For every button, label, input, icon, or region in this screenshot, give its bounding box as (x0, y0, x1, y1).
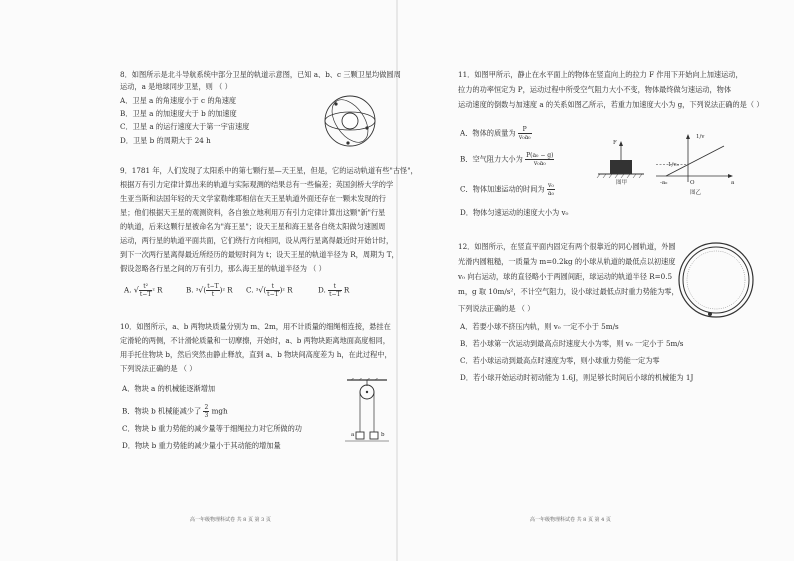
q11-stem-line1: 11．如图甲所示，静止在水平面上的物体在竖直向上的拉力 F 作用下开始向上加速运动， (458, 70, 743, 79)
q9-stem-line1: 9．1781 年，人们发现了太阳系中的第七颗行星—天王星，但是，它的运动轨道有些"古怪"， (120, 166, 418, 175)
q11-graph-figure (654, 132, 734, 184)
q9-option-b: B. ³√( $\frac{t-T}{t}$ )² R (186, 283, 233, 298)
q10-stem-line1: 10．如图所示，a、b 两物块质量分别为 m、2m，用不计质量的细绳相连接，悬挂在 (120, 322, 391, 331)
q10-label-a: a (351, 432, 355, 438)
q9-stem-line5: 的轨道，后来这颗行星被命名为"海王星"；设天王星和海王星各自绕太阳做匀速圆周 (120, 222, 386, 231)
left-footer: 高一年级物理科试卷 共 8 页 第 3 页 (190, 517, 271, 523)
q9-option-d: D. $\frac{t}{t-T}$ R (318, 283, 350, 298)
q12-stem-line5: 下列说法正确的是 （ ） (458, 304, 535, 313)
q9-option-c: C. ³√( $\frac{t}{t-T}$ )² R (246, 283, 293, 298)
q8-option-c: C．卫星 a 的运行速度大于第一宇宙速度 (120, 122, 250, 131)
q11-option-d: D．物体匀速运动的速度大小为 v₀ (460, 208, 569, 217)
q8-stem-line1: 8．如图所示是北斗导航系统中部分卫星的轨道示意图，已知 a、b、c 三颗卫星均做圆周 (120, 70, 401, 79)
q12-stem-line1: 12．如图所示，在竖直平面内固定有两个很靠近的同心圆轨道，外圆 (458, 242, 676, 251)
q8-orbit-figure (322, 93, 378, 149)
q12-ring-figure (676, 240, 756, 320)
q10-option-c: C．物块 b 重力势能的减少量等于细绳拉力对它所做的功 (122, 424, 302, 433)
q10-option-a: A．物块 a 的机械能逐渐增加 (122, 384, 216, 393)
q11-caption-a: 图甲 (616, 180, 628, 186)
q11-block-figure (596, 140, 646, 182)
q9-stem-line7: 到下一次两行星离得最近所经历的最短时间为 t；设天王星的轨道半径为 R，周期为 T， (120, 250, 399, 259)
q9-stem-line3: 生亚当斯和法国年轻的天文学家勒维耶相信在天王星轨道外面还存在一颗未发现的行 (120, 194, 386, 203)
q9-stem-line4: 星；他们根据天王星的观测资料，各自独立地利用万有引力定律计算出这颗"新"行星 (120, 208, 386, 217)
q8-option-b: B．卫星 a 的加速度大于 b 的加速度 (120, 109, 237, 118)
q12-option-b: B．若小球第一次运动到最高点时速度大小为零，则 v₀ 一定小于 5m/s (460, 339, 684, 348)
q12-stem-line4: m，g 取 10m/s²，不计空气阻力，设小球过最低点时重力势能为零， (458, 287, 679, 296)
q11-stem-line3: 运动速度的倒数与加速度 a 的关系如图乙所示，若重力加速度大小为 g，下列说法正确的是（ ） (458, 100, 764, 109)
q9-stem-line2: 根据万有引力定律计算出来的轨道与实际观测的结果总有一些偏差；英国剑桥大学的学 (120, 180, 394, 189)
q11-option-a: A．物体的质量为 $\frac{P}{\text{v₀a₀}}$ (460, 126, 531, 141)
q10-option-b: B．物块 b 机械能减少了 $\frac{2}{3}$ mgh (122, 404, 228, 419)
q11-stem-line2: 拉力的功率恒定为 P，运动过程中所受空气阻力大小不变，物体最终做匀速运动，物体 (458, 85, 732, 94)
q10-option-d: D．物块 b 重力势能的减少量小于其动能的增加量 (122, 441, 281, 450)
q11-label-inv-v: 1/v (696, 134, 705, 140)
q8-stem-line2: 运动，a 是地球同步卫星，则 （ ） (120, 82, 232, 91)
q11-option-c: C．物体加速运动的时间为 $\frac{\text{v₀}}{\text{a₀}}$ (460, 182, 554, 197)
q10-stem-line2: 定滑轮的两侧，不计滑轮质量和一切摩擦，开始时，a、b 两物块距离地面高度相同， (120, 336, 390, 345)
q10-label-b: b (381, 432, 385, 438)
q9-stem-line6: 运动，两行星的轨道平面共面，它们绕行方向相同，设从两行星离得最近时开始计时， (120, 236, 394, 245)
q11-caption-b: 图乙 (690, 190, 702, 196)
q11-label-inv-v0: 1/v₀ (668, 162, 679, 168)
q9-stem-line8: 假设忽略各行星之间的万有引力，那么海王星的轨道半径为 （ ） (120, 264, 326, 273)
q12-option-d: D．若小球开始运动时初动能为 1.6J，则足够长时间后小球的机械能为 1J (460, 373, 694, 382)
q10-stem-line4: 下列说法正确的是 （ ） (120, 364, 197, 373)
q12-option-a: A．若要小球不挤压内轨，则 v₀ 一定不小于 5m/s (460, 322, 619, 331)
right-footer: 高一年级物理科试卷 共 8 页 第 4 页 (530, 517, 611, 523)
q12-option-c: C．若小球运动到最高点时速度为零，则小球重力势能一定为零 (460, 356, 660, 365)
q9-option-a: A. √ $\frac{\text{t²}}{t-T}$ ² R (124, 283, 163, 298)
q11-label-f: F (613, 140, 617, 146)
page-fold (396, 0, 398, 561)
q11-option-b: B．空气阻力大小为 $\frac{\text{P(a₀ − g)}}{\text{v₀a₀}}$ (460, 152, 554, 167)
q10-stem-line3: 用手托住物块 b，然后突然由静止释放，直到 a、b 物块间高度差为 h，在此过程中， (120, 350, 392, 359)
q12-stem-line2: 光滑内圆粗糙，一质量为 m=0.2kg 的小球从轨道的最低点以初速度 (458, 257, 676, 266)
q8-option-d: D．卫星 b 的周期大于 24 h (120, 136, 211, 145)
q11-label-neg-a0: -a₀ (660, 180, 668, 186)
q12-stem-line3: v₀ 向右运动，球的直径略小于两圆间距，球运动的轨道半径 R=0.5 (458, 272, 673, 281)
q8-option-a: A．卫星 a 的角速度小于 c 的角速度 (120, 96, 237, 105)
q11-label-a: a (731, 180, 735, 186)
q11-label-origin: O (690, 180, 695, 186)
